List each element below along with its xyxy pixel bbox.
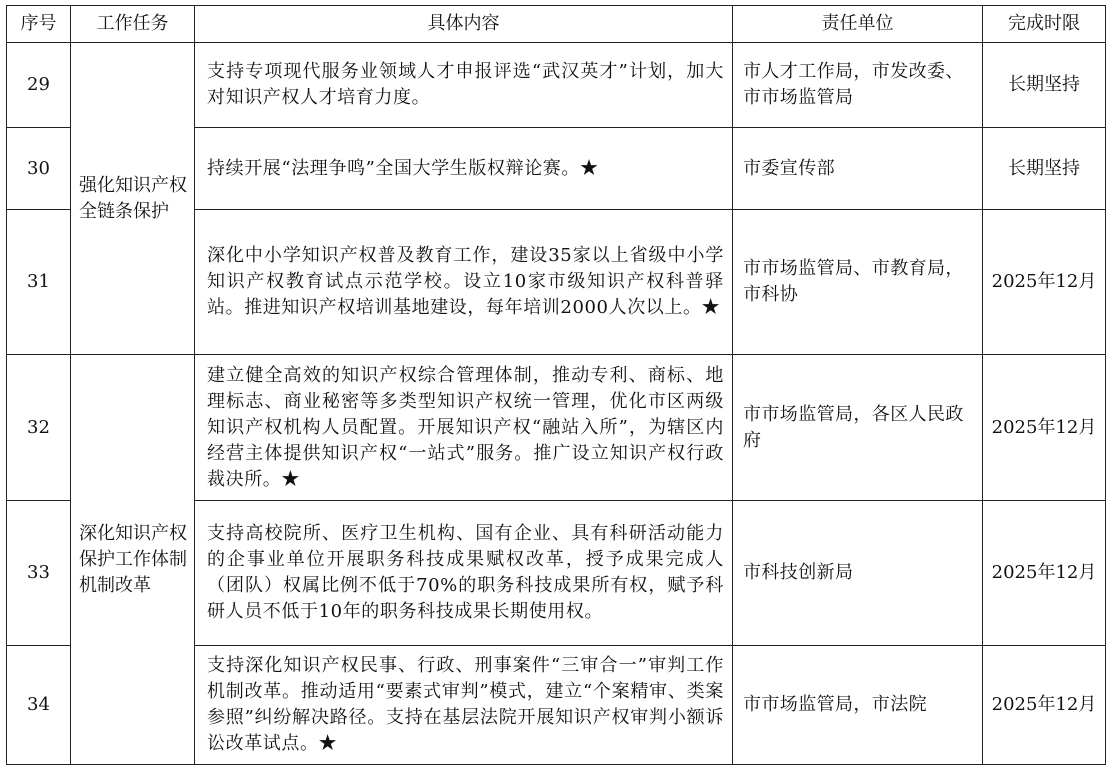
unit-cell: 市市场监管局，各区人民政府: [733, 355, 983, 501]
unit-cell: 市市场监管局、市教育局，市科协: [733, 210, 983, 355]
deadline-cell: 2025年12月: [983, 646, 1106, 765]
content-cell: 支持深化知识产权民事、行政、刑事案件“三审合一”审判工作机制改革。推动适用“要素式审判”模式，建立“个案精审、类案参照”纠纷解决路径。支持在基层法院开展知识产权审判小额诉讼改革试点。★: [195, 646, 733, 765]
unit-cell: 市科技创新局: [733, 501, 983, 646]
header-no: 序号: [7, 6, 71, 43]
task-cell: 强化知识产权全链条保护: [71, 43, 195, 355]
table-row: [7, 43, 1106, 128]
deadline-cell: 长期坚持: [983, 128, 1106, 210]
content-cell: 持续开展“法理争鸣”全国大学生版权辩论赛。★: [195, 128, 733, 210]
header-row: [7, 6, 1106, 43]
content-cell: 支持高校院所、医疗卫生机构、国有企业、具有科研活动能力的企事业单位开展职务科技成果赋权改革，授予成果完成人（团队）权属比例不低于70%的职务科技成果所有权，赋予科研人员不低于10年的职务科技成果长期使用权。: [195, 501, 733, 646]
unit-cell: 市委宣传部: [733, 128, 983, 210]
deadline-cell: 2025年12月: [983, 501, 1106, 646]
row-number: 29: [7, 43, 71, 128]
deadline-cell: 2025年12月: [983, 355, 1106, 501]
header-deadline: 完成时限: [983, 6, 1106, 43]
task-cell: 深化知识产权保护工作体制机制改革: [71, 355, 195, 765]
header-unit: 责任单位: [733, 6, 983, 43]
unit-cell: 市人才工作局，市发改委、市市场监管局: [733, 43, 983, 128]
content-cell: 支持专项现代服务业领域人才申报评选“武汉英才”计划，加大对知识产权人才培育力度。: [195, 43, 733, 128]
content-cell: 深化中小学知识产权普及教育工作，建设35家以上省级中小学知识产权教育试点示范学校。设立10家市级知识产权科普驿站。推进知识产权培训基地建设，每年培训2000人次以上。★: [195, 210, 733, 355]
table-row: [7, 355, 1106, 501]
row-number: 32: [7, 355, 71, 501]
unit-cell: 市市场监管局，市法院: [733, 646, 983, 765]
header-content: 具体内容: [195, 6, 733, 43]
header-task: 工作任务: [71, 6, 195, 43]
deadline-cell: 2025年12月: [983, 210, 1106, 355]
row-number: 31: [7, 210, 71, 355]
row-number: 30: [7, 128, 71, 210]
row-number: 34: [7, 646, 71, 765]
deadline-cell: 长期坚持: [983, 43, 1106, 128]
content-cell: 建立健全高效的知识产权综合管理体制，推动专利、商标、地理标志、商业秘密等多类型知识产权统一管理，优化市区两级知识产权机构人员配置。开展知识产权“融站入所”，为辖区内经营主体提供知识产权“一站式”服务。推广设立知识产权行政裁决所。★: [195, 355, 733, 501]
policy-table: [6, 5, 1106, 765]
row-number: 33: [7, 501, 71, 646]
